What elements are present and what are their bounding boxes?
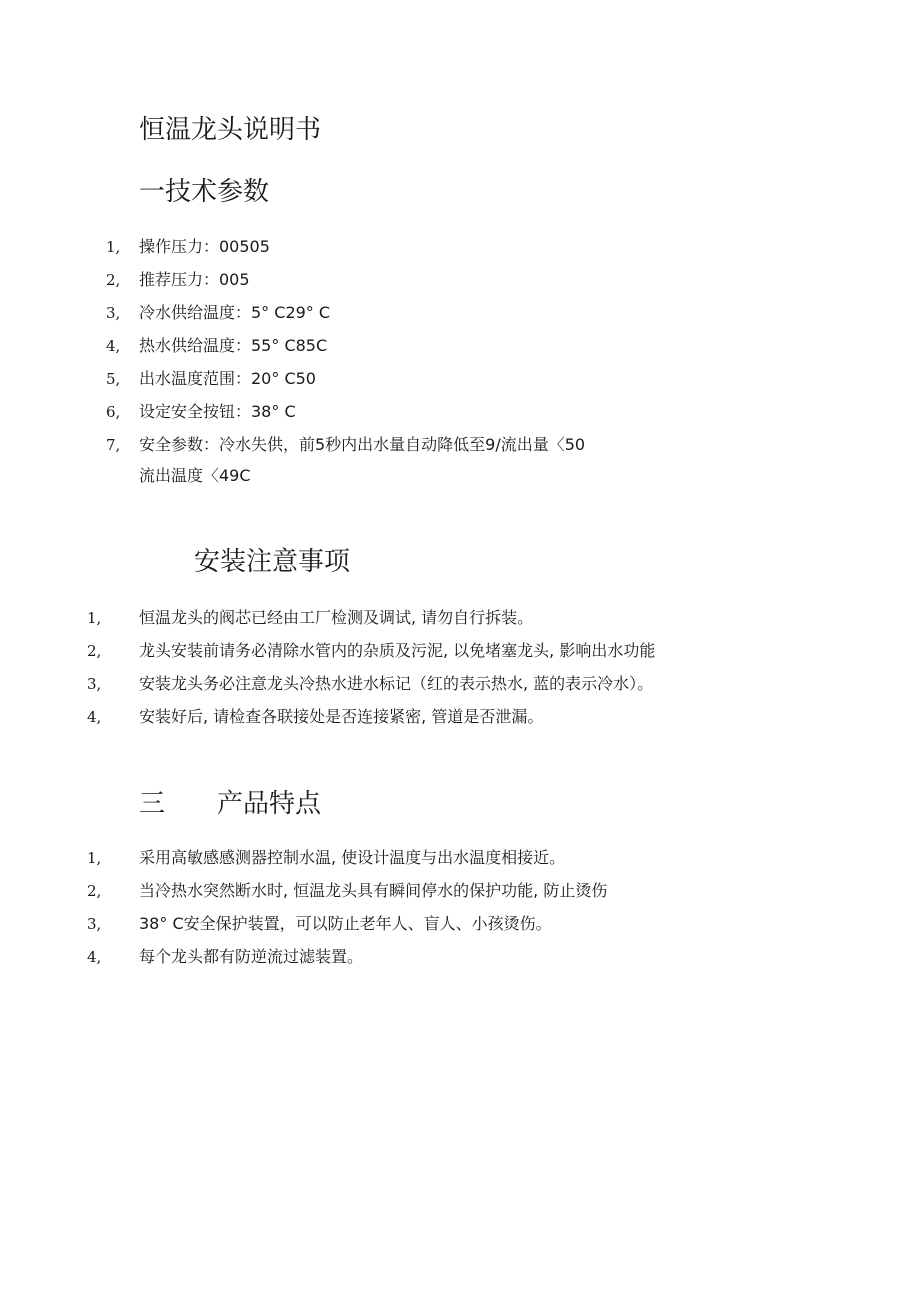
item-number: 2, [87,642,102,660]
section-3-number: 三 [139,789,166,819]
section-2-heading: 安装注意事项 [194,547,351,577]
section-3-title: 产品特点 [217,789,322,819]
item-number: 4, [106,337,121,355]
item-text: 安装龙头务必注意龙头冷热水进水标记（红的表示热水, 蓝的表示冷水）。 [139,674,654,693]
item-number: 2, [106,271,121,289]
item-number: 4, [87,708,102,726]
item-text: 安装好后, 请检查各联接处是否连接紧密, 管道是否泄漏。 [139,707,544,726]
item-text: 龙头安装前请务必清除水管内的杂质及污泥, 以免堵塞龙头, 影响出水功能 [139,641,656,660]
item-text: 推荐压力：005 [139,270,250,289]
item-number: 4, [87,948,102,966]
item-text: 38° C安全保护装置，可以防止老年人、盲人、小孩烫伤。 [139,914,552,933]
item-number: 7, [106,436,121,454]
item-text: 设定安全按钮：38° C [139,402,296,421]
item-text: 热水供给温度：55° C85C [139,336,328,355]
item-text: 恒温龙头的阀芯已经由工厂检测及调试, 请勿自行拆装。 [139,608,534,627]
item-text: 冷水供给温度：5° C29° C [139,303,331,322]
item-text: 每个龙头都有防逆流过滤装置。 [139,947,364,966]
section-3-heading [139,786,321,822]
item-number: 3, [87,675,102,693]
item-number: 1, [87,609,102,627]
item-number: 1, [87,849,102,867]
item-continuation: 流出温度〈49C [139,466,251,485]
section-1-heading: 一技术参数 [139,177,270,207]
item-text: 操作压力：00505 [139,237,270,256]
item-text: 安全参数：冷水失供，前5秒内出水量自动降低至9/流出量〈50 [139,435,586,454]
item-number: 3, [106,304,121,322]
item-number: 3, [87,915,102,933]
item-number: 5, [106,370,121,388]
document-title: 恒温龙头说明书 [139,115,322,145]
item-text: 出水温度范围：20° C50 [139,369,316,388]
item-number: 6, [106,403,121,421]
item-number: 1, [106,238,121,256]
item-text: 采用高敏感感测器控制水温, 使设计温度与出水温度相接近。 [139,848,566,867]
item-number: 2, [87,882,102,900]
item-text: 当冷热水突然断水时, 恒温龙头具有瞬间停水的保护功能, 防止烫伤 [139,881,608,900]
